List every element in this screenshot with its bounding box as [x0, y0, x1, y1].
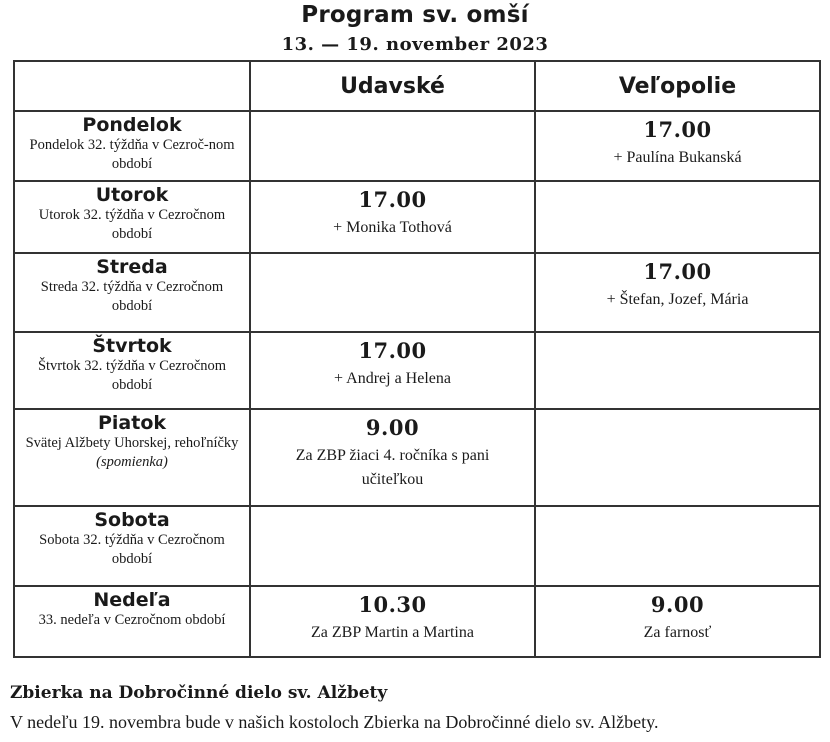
- table-row: [14, 409, 820, 506]
- mass-intention: Za ZBP žiaci 4. ročníka s pani učiteľkou: [295, 447, 490, 488]
- day-description: Štvrtok 32. týždňa v Cezročnom období: [37, 358, 227, 393]
- table-row: [14, 332, 820, 409]
- mass-intention: + Štefan, Jozef, Mária: [606, 291, 749, 308]
- header-velopolie: Veľopolie: [535, 61, 820, 111]
- day-name: Streda: [96, 256, 168, 278]
- day-name: Utorok: [95, 184, 169, 206]
- table-row: [14, 181, 820, 253]
- mass-intention: Za farnosť: [643, 624, 712, 641]
- mass-time: 17.00: [643, 259, 712, 284]
- day-description: 33. nedeľa v Cezročnom období: [38, 612, 226, 628]
- day-cell: [14, 181, 250, 253]
- day-name: Pondelok: [82, 114, 182, 136]
- table-header-row: [14, 61, 820, 111]
- day-cell: [14, 409, 250, 506]
- udavske-cell: [250, 111, 535, 181]
- velopolie-cell: [535, 332, 820, 409]
- announcement-title: Zbierka na Dobročinné dielo sv. Alžbety: [10, 683, 388, 703]
- day-description: Streda 32. týždňa v Cezročnom období: [40, 279, 224, 314]
- udavske-cell: [250, 253, 535, 332]
- velopolie-cell: [535, 111, 820, 181]
- velopolie-cell: [535, 586, 820, 657]
- day-name: Štvrtok: [92, 335, 172, 357]
- mass-time: 17.00: [358, 338, 427, 363]
- header-day-column: [14, 61, 250, 111]
- velopolie-cell: [535, 506, 820, 586]
- day-description-text: Svätej Alžbety Uhorskej, rehoľníčky: [25, 435, 239, 451]
- feast-rank-note: (spomienka): [96, 454, 168, 470]
- mass-intention: Za ZBP Martin a Martina: [311, 624, 474, 641]
- udavske-cell: [250, 181, 535, 253]
- announcement-text: V nedeľu 19. novembra bude v našich kostoloch Zbierka na Dobročinné dielo sv. Alžbety.: [10, 712, 659, 732]
- header-udavske: Udavské: [250, 61, 535, 111]
- mass-schedule-table: [13, 60, 821, 658]
- mass-time: 9.00: [650, 592, 705, 617]
- mass-intention: + Paulína Bukanská: [613, 149, 742, 166]
- day-cell: [14, 586, 250, 657]
- day-cell: [14, 111, 250, 181]
- page-title: Program sv. omší: [301, 2, 529, 28]
- day-cell: [14, 253, 250, 332]
- velopolie-cell: [535, 181, 820, 253]
- day-description: [15, 434, 249, 472]
- velopolie-cell: [535, 409, 820, 506]
- udavske-cell: [250, 586, 535, 657]
- udavske-cell: [250, 332, 535, 409]
- day-description: Utorok 32. týždňa v Cezročnom období: [38, 207, 226, 242]
- day-name: Piatok: [97, 412, 167, 434]
- udavske-cell: [250, 409, 535, 506]
- day-description: Pondelok 32. týždňa v Cezroč-nom období: [29, 137, 235, 172]
- day-name: Sobota: [94, 509, 170, 531]
- table-row: [14, 506, 820, 586]
- date-range: 13. — 19. november 2023: [281, 34, 549, 55]
- table-row: [14, 111, 820, 181]
- mass-time: 17.00: [643, 117, 712, 142]
- mass-time: 10.30: [358, 592, 427, 617]
- mass-intention: + Monika Tothová: [333, 219, 452, 236]
- day-cell: [14, 332, 250, 409]
- mass-intention: + Andrej a Helena: [334, 370, 451, 387]
- day-cell: [14, 506, 250, 586]
- table-row: [14, 586, 820, 657]
- day-description: Sobota 32. týždňa v Cezročnom období: [39, 532, 225, 567]
- table-row: [14, 253, 820, 332]
- mass-time: 17.00: [358, 187, 427, 212]
- velopolie-cell: [535, 253, 820, 332]
- udavske-cell: [250, 506, 535, 586]
- mass-time: 9.00: [365, 415, 420, 440]
- day-name: Nedeľa: [93, 589, 171, 611]
